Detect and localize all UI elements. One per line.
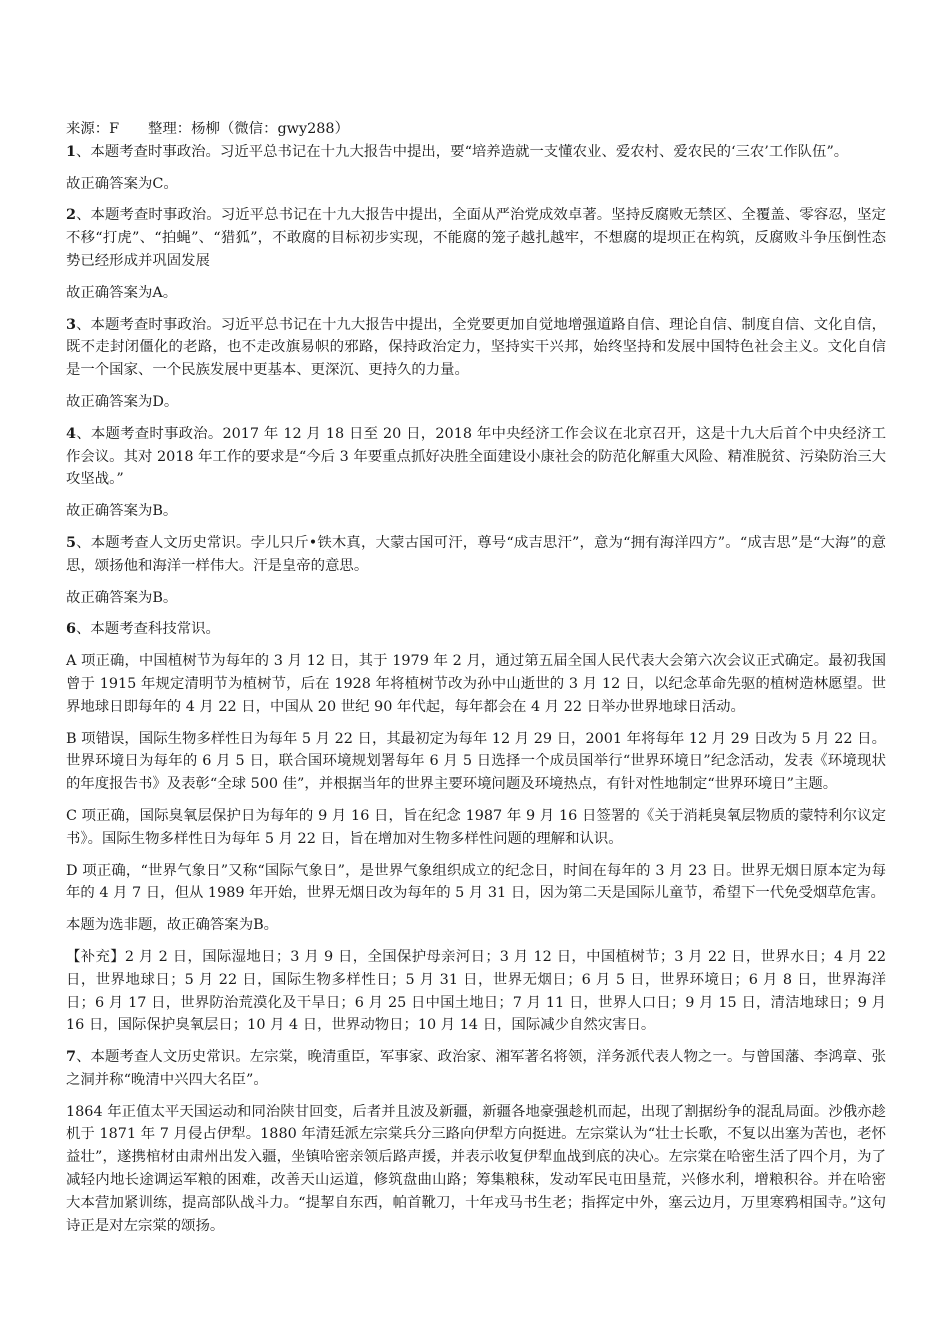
q5-number: 5 <box>66 533 77 551</box>
q7-explanation <box>66 1046 886 1092</box>
q2-number: 2 <box>66 206 77 224</box>
q7-text: 、本题考查人文历史常识。左宗棠，晚清重臣，军事家、政治家、湘军著名将领，洋务派代表人物之一。与曾国藩、李鸿章、张之洞并称“晚清中兴四大名臣”。 <box>66 1049 886 1088</box>
q6-option-c: C 项正确，国际臭氧层保护日为每年的 9 月 16 日，旨在纪念 1987 年 9 月 16 日签署的《关于消耗臭氧层物质的蒙特利尔议定书》。国际生物多样性日为每年 5 月 22 日，旨在增加对生物多样性问题的理解和认识。 <box>66 807 886 847</box>
q2-explanation <box>66 204 886 272</box>
q6-option-b: B 项错误，国际生物多样性日为每年 5 月 22 日，其最初定为每年 12 月 29 日，2001 年将每年 12 月 29 日改为 5 月 22 日。世界环境日为每年的 6 月 5 日，联合国环境规划署每年 6 月 5 日选择一个成员国举行“世界环境日”纪念活动，发表《环境现状的年度报告书》及表彰“全球 500 佳”，并根据当年的世界主要环境问题及环境热点，有针对性地制定“世界环境日”主题。 <box>66 730 886 793</box>
q7-body: 1864 年正值太平天国运动和同治陕甘回变，后者并且波及新疆，新疆各地豪强趁机而起，出现了割据纷争的混乱局面。沙俄亦趁机于 1871 年 7 月侵占伊犁。1880 年清廷派左宗棠兵分三路向伊犁方向挺进。左宗棠认为“壮士长歌，不复以出塞为苦也，老怀益壮”，遂携棺材由肃州出发入疆，坐镇哈密亲领后路声援，并表示收复伊犁血战到底的决心。左宗棠在哈密生活了四个月，为了减轻内地长途调运军粮的困难，改善天山运道，修筑盘曲山路；筹集粮秣，发动军民屯田垦荒，兴修水利，增粮积谷。并在哈密大本营加紧训练，提高部队战斗力。“提挈自东西，帕首靴刀，十年戎马书生老；指挥定中外，塞云边月，万里寒鸦相国寺。”这句诗正是对左宗棠的颂扬。 <box>66 1103 886 1234</box>
q4-explanation <box>66 423 886 491</box>
q3-answer: 故正确答案为D。 <box>66 393 179 410</box>
q6-option-d: D 项正确，“世界气象日”又称“国际气象日”，是世界气象组织成立的纪念日，时间在每年的 3 月 23 日。世界无烟日原本定为每年的 4 月 7 日，但从 1989 年开始，世界无烟日改为每年的 5 月 31 日，因为第二天是国际儿童节，希望下一代免受烟草危害。 <box>66 862 886 902</box>
q5-explanation <box>66 532 886 578</box>
q3-explanation <box>66 314 886 382</box>
q5-answer: 故正确答案为B。 <box>66 589 178 606</box>
q6-explanation <box>66 618 886 641</box>
q5-text: 、本题考查人文历史常识。孛儿只斤•铁木真，大蒙古国可汗，尊号“成吉思汗”，意为“拥有海洋四方”。“成吉思”是“大海”的意思，颂扬他和海洋一样伟大。汗是皇帝的意思。 <box>66 534 886 574</box>
q4-text: 、本题考查时事政治。2017 年 12 月 18 日至 20 日，2018 年中央经济工作会议在北京召开，这是十九大后首个中央经济工作会议。其对 2018 年工作的要求是“今后 3 年要重点抓好决胜全面建设小康社会的防范化解重大风险、精准脱贫、污染防治三大攻坚战。” <box>66 425 886 488</box>
page-header: 来源：F 整理：杨柳（微信：gwy288） <box>66 121 349 137</box>
q7-number: 7 <box>66 1048 77 1066</box>
q2-answer: 故正确答案为A。 <box>66 284 178 301</box>
q6-option-a: A 项正确，中国植树节为每年的 3 月 12 日，其于 1979 年 2 月，通过第五届全国人民代表大会第六次会议正式确定。最初我国曾于 1915 年规定清明节为植树节，后在 1928 年将植树节改为孙中山逝世的 3 月 12 日，以纪念革命先驱的植树造林愿望。世界地球日即每年的 4 月 22 日，中国从 20 世纪 90 年代起，每年都会在 4 月 22 日举办世界地球日活动。 <box>66 653 886 715</box>
document-page <box>66 118 886 1237</box>
q6-answer: 本题为选非题，故正确答案为B。 <box>66 917 279 934</box>
q1-number: 1 <box>66 142 77 160</box>
q1-explanation <box>66 141 886 164</box>
q3-text: 、本题考查时事政治。习近平总书记在十九大报告中提出，全党要更加自觉地增强道路自信、理论自信、制度自信、文化自信，既不走封闭僵化的老路，也不走改旗易帜的邪路，保持政治定力，坚持实干兴邦，始终坚持和发展中国特色社会主义。文化自信是一个国家、一个民族发展中更基本、更深沉、更持久的力量。 <box>66 316 886 379</box>
q6-number: 6 <box>66 620 77 638</box>
q1-answer: 故正确答案为C。 <box>66 175 178 192</box>
q2-text: 、本题考查时事政治。习近平总书记在十九大报告中提出，全面从严治党成效卓著。坚持反腐败无禁区、全覆盖、零容忍，坚定不移“打虎”、“拍蝇”、“猎狐”，不敢腐的目标初步实现，不能腐的笼子越扎越牢，不想腐的堤坝正在构筑，反腐败斗争压倒性态势已经形成并巩固发展 <box>66 207 886 269</box>
q4-number: 4 <box>66 424 77 442</box>
q6-supplement: 【补充】2 月 2 日，国际湿地日；3 月 9 日，全国保护母亲河日；3 月 12 日，中国植树节；3 月 22 日，世界水日；4 月 22 日，世界地球日；5 月 22 日，国际生物多样性日；5 月 31 日，世界无烟日；6 月 5 日，世界环境日；6 月 8 日，世界海洋日；6 月 17 日，世界防治荒漠化及干旱日；6 月 25 日中国土地日；7 月 11 日，世界人口日；9 月 15 日，清洁地球日；9 月 16 日，国际保护臭氧层日；10 月 4 日，世界动物日；10 月 14 日，国际减少自然灾害日。 <box>66 948 886 1034</box>
q4-answer: 故正确答案为B。 <box>66 503 178 520</box>
q6-text: 、本题考查科技常识。 <box>76 621 220 638</box>
q1-text: 、本题考查时事政治。习近平总书记在十九大报告中提出，要“培养造就一支懂农业、爱农村、爱农民的‘三农’工作队伍”。 <box>76 143 849 160</box>
q3-number: 3 <box>66 315 77 333</box>
